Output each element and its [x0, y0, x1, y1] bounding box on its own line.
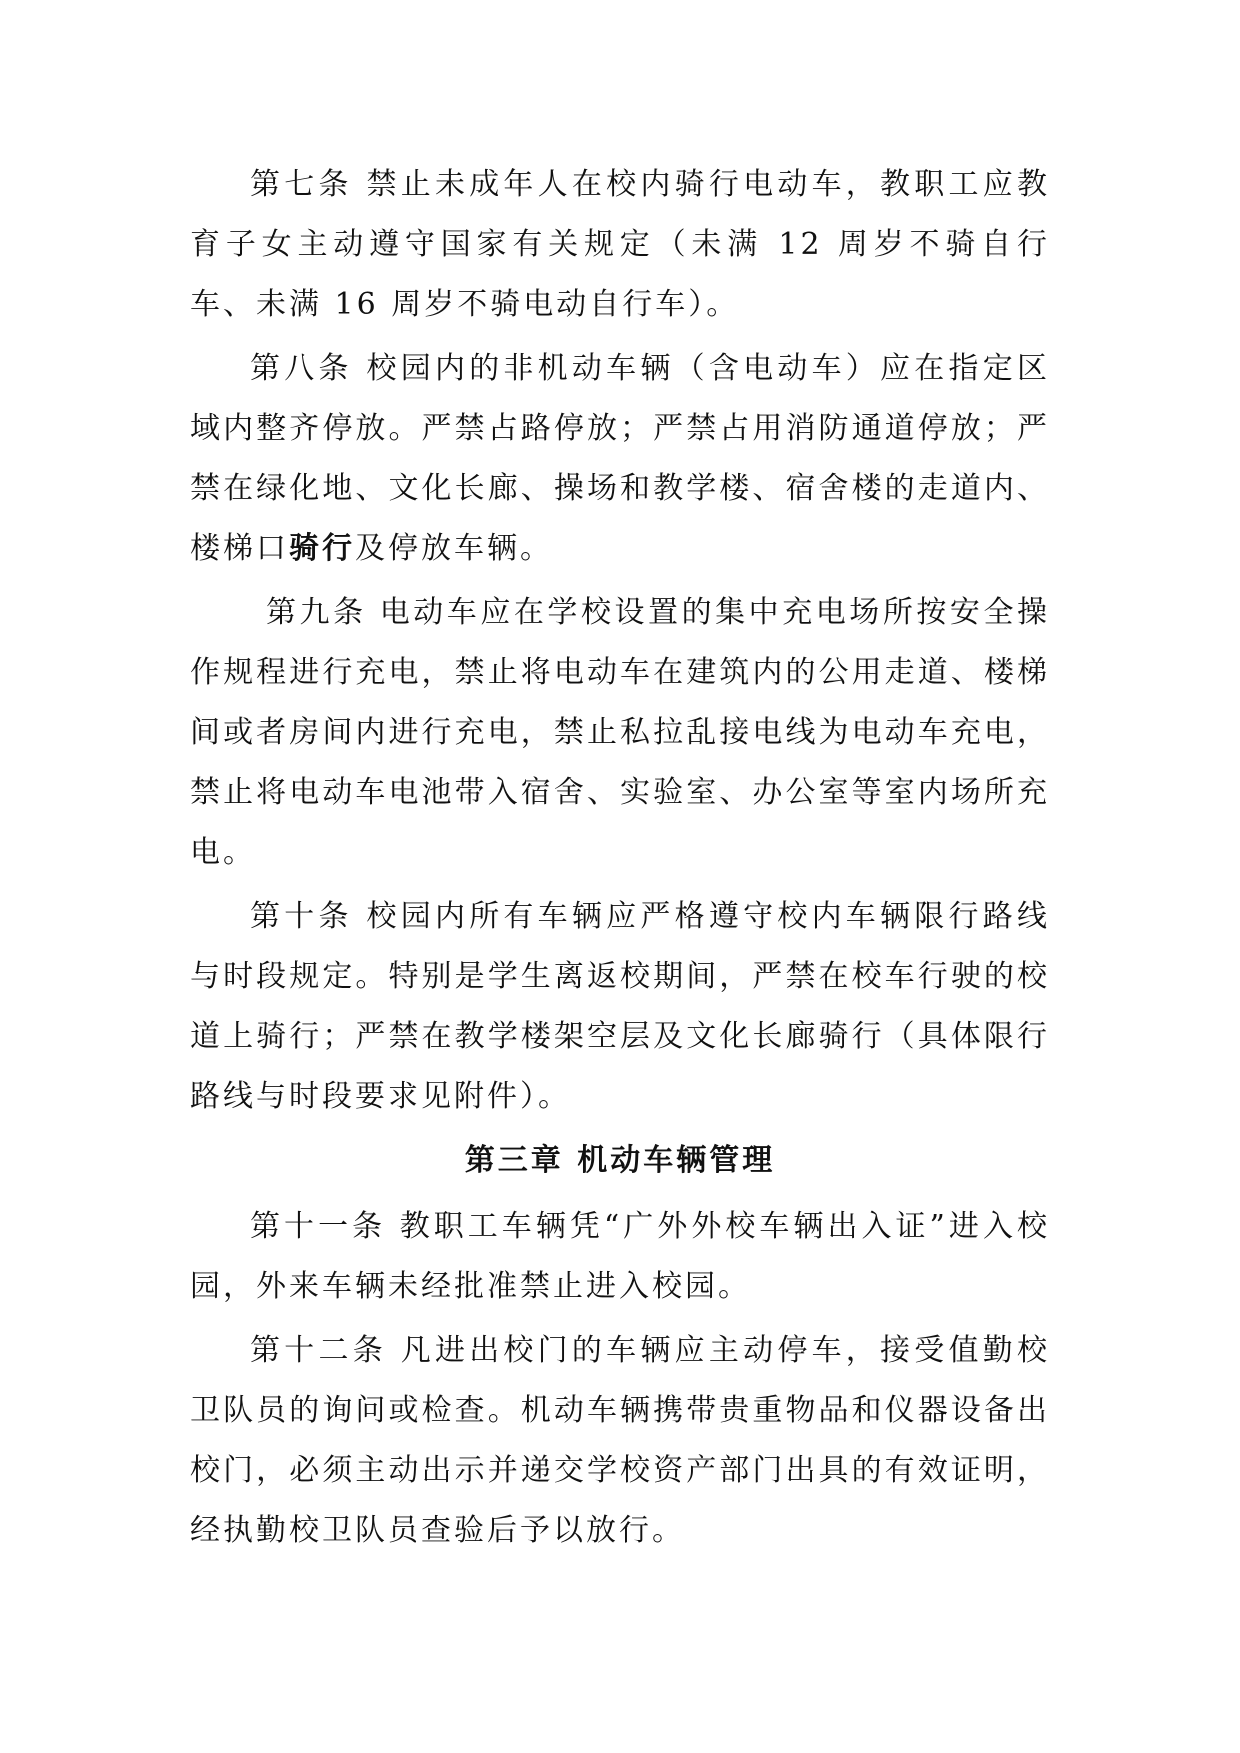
article-8: [190, 339, 1050, 579]
article-11: 第十一条 教职工车辆凭“广外外校车辆出入证”进入校园，外来车辆未经批准禁止进入校园。: [190, 1209, 1050, 1304]
article-10: 第十条 校园内所有车辆应严格遵守校内车辆限行路线与时段规定。特别是学生离返校期间，严禁在校车行驶的校道上骑行；严禁在教学楼架空层及文化长廊骑行（具体限行路线与时段要求见附件）。: [190, 899, 1050, 1114]
chapter-3-heading: 第三章 机动车辆管理: [464, 1143, 776, 1178]
article-12: 第十二条 凡进出校门的车辆应主动停车，接受值勤校卫队员的询问或检查。机动车辆携带贵重物品和仪器设备出校门，必须主动出示并递交学校资产部门出具的有效证明，经执勤校卫队员查验后予以放行。: [190, 1333, 1050, 1548]
article-9: 第九条 电动车应在学校设置的集中充电场所按安全操作规程进行充电，禁止将电动车在建筑内的公用走道、楼梯间或者房间内进行充电，禁止私拉乱接电线为电动车充电，禁止将电动车电池带入宿舍、实验室、办公室等室内场所充电。: [190, 595, 1050, 870]
article-8-bold-text: 骑行: [289, 531, 355, 566]
document-body: [190, 155, 1050, 1565]
article-7: 第七条 禁止未成年人在校内骑行电动车，教职工应教育子女主动遵守国家有关规定（未满 12 周岁不骑自行车、未满 16 周岁不骑电动自行车）。: [190, 167, 1050, 322]
article-8-text-after: 及停放车辆。: [355, 531, 553, 566]
article-8-text-before: 第八条 校园内的非机动车辆（含电动车）应在指定区域内整齐停放。严禁占路停放；严禁占用消防通道停放；严禁在绿化地、文化长廊、操场和教学楼、宿舍楼的走道内、楼梯口: [190, 351, 1050, 566]
